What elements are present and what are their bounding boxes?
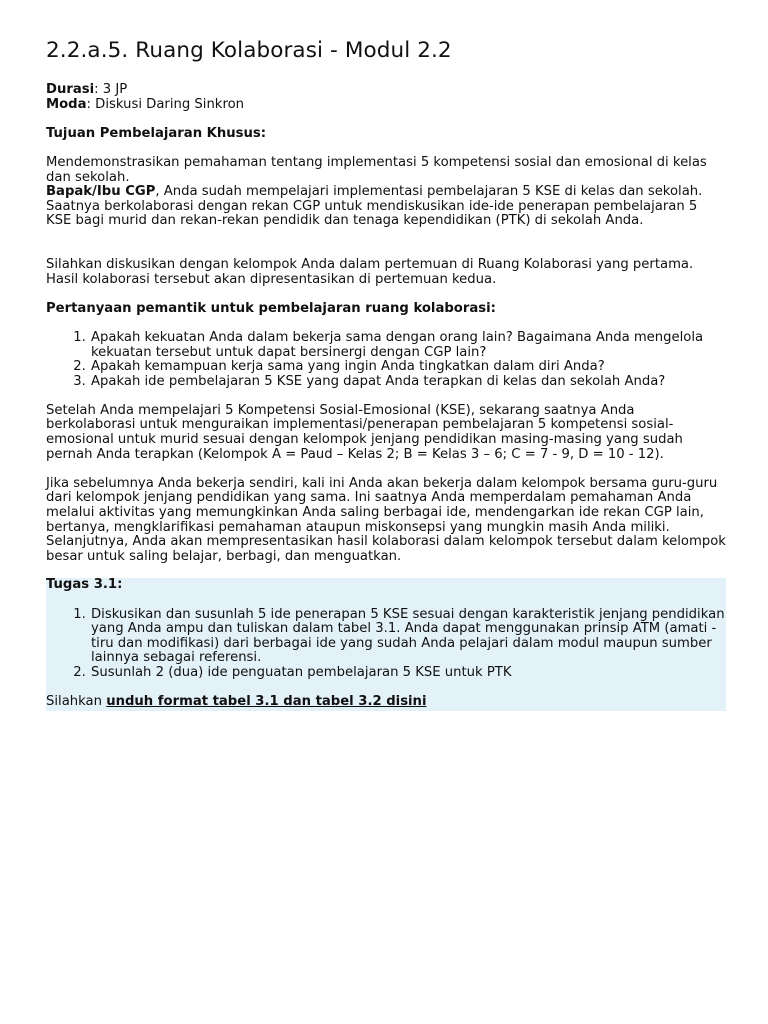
pertanyaan-heading [46, 302, 726, 317]
tugas-box [46, 578, 726, 710]
pertanyaan-heading-text: Pertanyaan pemantik untuk pembelajaran ruang kolaborasi: [46, 300, 496, 316]
page-title: 2.2.a.5. Ruang Kolaborasi - Modul 2.2 [46, 38, 452, 63]
jika-paragraph: Jika sebelumnya Anda bekerja sendiri, kali ini Anda akan bekerja dalam kelompok bersama guru-guru dari kelompok jenjang pendidikan yang sama. Ini saatnya Anda memperdalam pemahaman Anda melalui aktivitas yang memungkinkan Anda saling berbagai ide, mendengarkan ide rekan CGP lain, bertanya, mengklarifikasi pemahaman ataupun miskonsepsi yang mungkin masih Anda miliki. Selanjutnya, Anda akan mempresentasikan hasil kolaborasi dalam kelompok tersebut dalam kelompok besar untuk saling belajar, berbagi, dan menguatkan. [46, 475, 726, 564]
durasi-label: Durasi [46, 82, 95, 97]
tujuan-heading [46, 127, 726, 142]
list-item: 2. Apakah kemampuan kerja sama yang ingin Anda tingkatkan dalam diri Anda? [90, 360, 726, 375]
intro-bold: Bapak/Ibu CGP [46, 184, 156, 200]
tujuan-text: Mendemonstrasikan pemahaman tentang implementasi 5 kompetensi sosial dan emosional di kelas dan sekolah. [46, 154, 707, 185]
list-item: 3. Apakah ide pembelajaran 5 KSE yang dapat Anda terapkan di kelas dan sekolah Anda? [90, 375, 726, 390]
moda-line [46, 98, 726, 113]
list-item: 1. Diskusikan dan susunlah 5 ide penerapan 5 KSE sesuai dengan karakteristik jenjang pendidikan yang Anda ampu dan tuliskan dalam tabel 3.1. Anda dapat menggunakan prinsip ATM (amati - tiru dan modifikasi) dari berbagai ide yang sudah Anda pelajari dalam modul maupun sumber lainnya sebagai referensi. [90, 608, 726, 666]
tugas-list [46, 608, 726, 681]
setelah-paragraph: Setelah Anda mempelajari 5 Kompetensi Sosial-Emosional (KSE), sekarang saatnya Anda berkolaborasi untuk menguraikan implementasi/penerapan pembelajaran 5 kompetensi sosial-emosional untuk murid sesuai dengan kelompok jenjang pendidikan masing-masing yang sudah pernah Anda terapkan (Kelompok A = Paud – Kelas 2; B = Kelas 3 – 6; C = 7 - 9, D = 10 - 12). [46, 402, 683, 462]
pertanyaan-list [46, 331, 726, 389]
list-item: 1. Apakah kekuatan Anda dalam bekerja sama dengan orang lain? Bagaimana Anda mengelola kekuatan tersebut untuk dapat bersinergi dengan CGP lain? [90, 331, 726, 360]
tugas-heading [46, 578, 726, 593]
download-link[interactable]: unduh format tabel 3.1 dan tabel 3.2 disini [106, 694, 427, 710]
tugas-heading-text: Tugas 3.1: [46, 577, 123, 593]
intro-text: , Anda sudah mempelajari implementasi pembelajaran 5 KSE di kelas dan sekolah. Saatnya berkolaborasi dengan rekan CGP untuk mendiskusikan ide-ide penerapan pembelajaran 5 KSE bagi murid dan rekan-rekan pendidik dan tenaga kependidikan (PTK) di sekolah Anda. [46, 184, 703, 229]
intro-paragraph [46, 185, 726, 229]
durasi-line [46, 83, 726, 98]
silahkan-paragraph: Silahkan diskusikan dengan kelompok Anda dalam pertemuan di Ruang Kolaborasi yang pertama. Hasil kolaborasi tersebut akan dipresentasikan di pertemuan kedua. [46, 256, 694, 287]
list-item: 2. Susunlah 2 (dua) ide penguatan pembelajaran 5 KSE untuk PTK [90, 666, 726, 681]
moda-label: Moda [46, 96, 87, 112]
download-prefix: Silahkan [46, 694, 107, 710]
moda-value: : Diskusi Daring Sinkron [86, 96, 245, 112]
document-body [46, 38, 726, 711]
tujuan-heading-text: Tujuan Pembelajaran Khusus: [46, 125, 267, 141]
download-line [46, 695, 726, 711]
durasi-value: : 3 JP [94, 82, 128, 97]
